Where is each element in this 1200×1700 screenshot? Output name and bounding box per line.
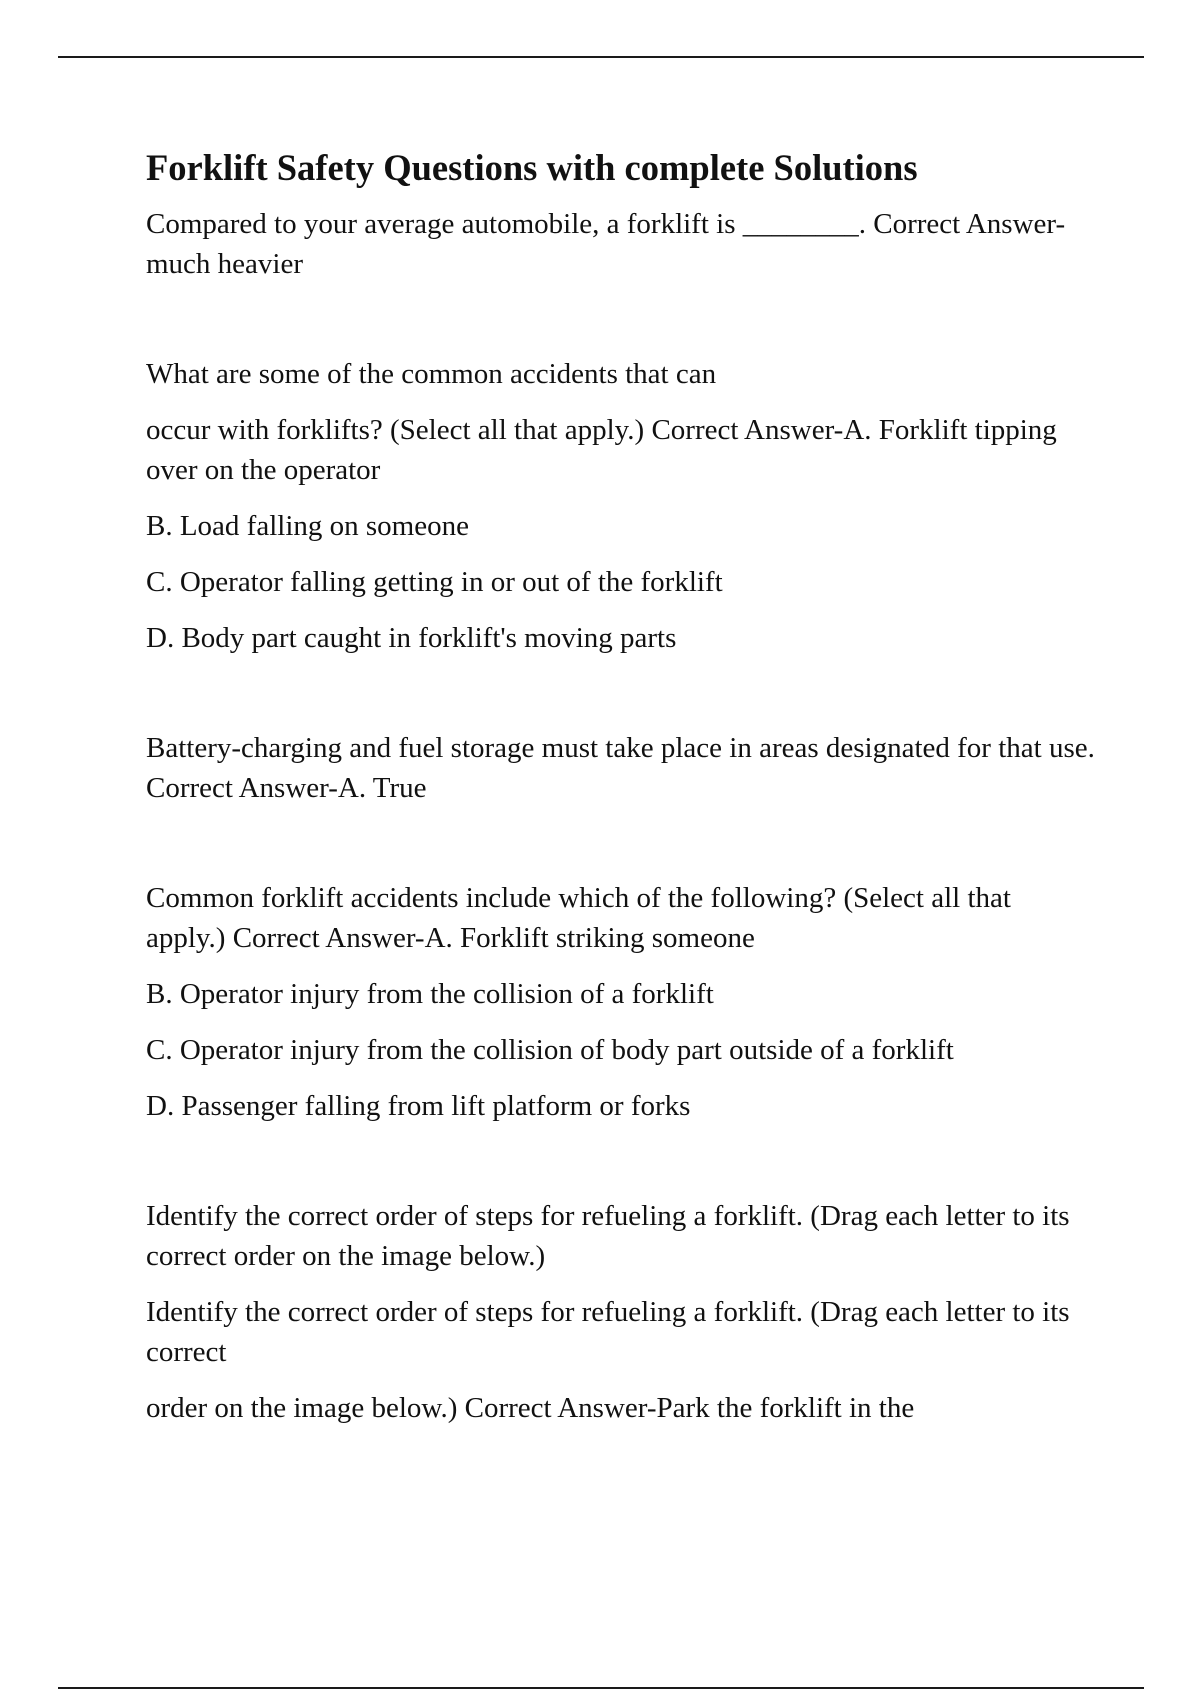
- question-5: Identify the correct order of steps for refueling a forklift. (Drag each letter to its correct order on the image below.): [146, 1200, 1070, 1272]
- question-1-answer: . Correct Answer-much heavier: [146, 208, 1066, 280]
- top-rule: [58, 56, 1144, 58]
- question-4-option-c: C. Operator injury from the collision of body part outside of a forklift: [146, 1034, 954, 1066]
- question-5-repeat: Identify the correct order of steps for refueling a forklift. (Drag each letter to its correct: [146, 1296, 1070, 1368]
- question-2-line2: occur with forklifts? (Select all that apply.) Correct Answer-A. Forklift tipping over on the operator: [146, 414, 1057, 486]
- question-5-answer: order on the image below.) Correct Answer-Park the forklift in the: [146, 1392, 915, 1424]
- question-4-option-d: D. Passenger falling from lift platform or forks: [146, 1090, 691, 1122]
- document-body: [146, 144, 1096, 1428]
- question-1: [146, 204, 1096, 284]
- question-2-option-b: B. Load falling on someone: [146, 510, 469, 542]
- question-3: Battery-charging and fuel storage must take place in areas designated for that use. Correct Answer-A. True: [146, 732, 1095, 804]
- question-1-text: Compared to your average automobile, a forklift is: [146, 208, 736, 240]
- bottom-rule: [58, 1687, 1144, 1689]
- question-2-option-d: D. Body part caught in forklift's moving parts: [146, 622, 677, 654]
- question-2-line1: What are some of the common accidents that can: [146, 358, 717, 390]
- question-1-blank: ________: [742, 208, 859, 240]
- question-4-option-b: B. Operator injury from the collision of a forklift: [146, 978, 714, 1010]
- document-title: Forklift Safety Questions with complete Solutions: [146, 147, 918, 188]
- question-4: Common forklift accidents include which of the following? (Select all that apply.) Correct Answer-A. Forklift striking someone: [146, 882, 1011, 954]
- question-2-option-c: C. Operator falling getting in or out of the forklift: [146, 566, 723, 598]
